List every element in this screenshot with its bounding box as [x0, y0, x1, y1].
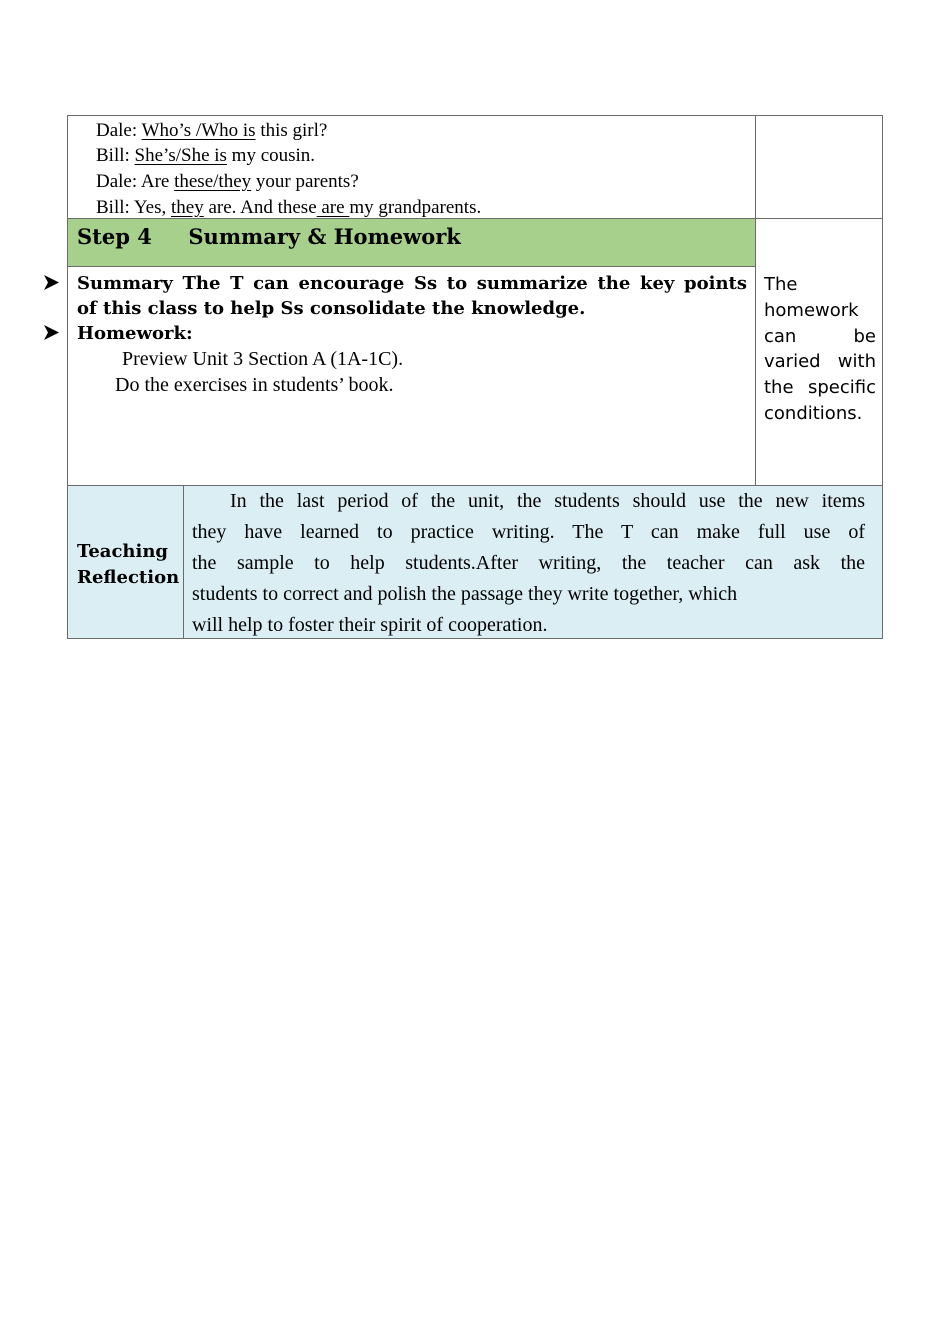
homework-note: The homework can be varied with the specific conditions.	[764, 274, 876, 424]
dialogue-text: Yes,	[133, 197, 167, 218]
reflection-label-cell	[67, 485, 184, 639]
summary-line-2: of this class to help Ss consolidate the knowledge.	[77, 298, 586, 319]
speaker: Dale:	[96, 171, 138, 192]
step-4-cell	[67, 218, 756, 486]
dialogue-text: my grandparents.	[349, 197, 482, 218]
dialogue-side-cell	[755, 115, 883, 219]
homework-item-1: Preview Unit 3 Section A (1A-1C).	[122, 348, 404, 370]
dialogue-text: this girl?	[260, 120, 328, 141]
dialogue-text: are. And these	[208, 197, 317, 218]
reflection-line: the sample to help students.After writing, the teacher can ask the	[192, 552, 865, 574]
reflection-line: will help to foster their spirit of cooperation.	[192, 614, 548, 636]
dialogue-line-2	[96, 144, 315, 168]
answer-fill: these/they	[174, 171, 252, 192]
step-title: Step 4 Summary & Homework	[77, 224, 461, 249]
answer-fill: Who’s /Who is	[141, 120, 256, 141]
arrowhead-bullet-icon	[43, 274, 60, 291]
step-side-cell	[755, 218, 883, 486]
summary-line-1: Summary The T can encourage Ss to summarize the key points	[77, 273, 747, 294]
speaker: Bill:	[96, 197, 130, 218]
homework-label: Homework:	[77, 323, 193, 344]
reflection-line: they have learned to practice writing. The T can make full use of	[192, 521, 865, 543]
arrowhead-bullet-icon	[43, 324, 60, 341]
reflection-line: students to correct and polish the passage they write together, which	[192, 583, 738, 605]
speaker: Dale:	[96, 120, 138, 141]
dialogue-text: my cousin.	[231, 145, 316, 166]
dialogue-line-1	[96, 119, 327, 143]
reflection-label-line-2: Reflection	[77, 567, 180, 588]
reflection-line: In the last period of the unit, the students should use the new items	[230, 490, 865, 512]
reflection-text-cell	[183, 485, 883, 639]
speaker: Bill:	[96, 145, 130, 166]
answer-fill: they	[171, 197, 204, 218]
dialogue-line-3	[96, 170, 359, 194]
dialogue-text: your parents?	[255, 171, 359, 192]
step-header	[68, 219, 756, 267]
dialogue-text: Are	[140, 171, 170, 192]
dialogue-line-4	[96, 196, 481, 220]
homework-item-2: Do the exercises in students’ book.	[115, 374, 394, 396]
dialogue-cell	[67, 115, 756, 219]
reflection-label-line-1: Teaching	[77, 541, 169, 562]
reflection-text	[192, 486, 865, 641]
answer-fill: She’s/She is	[134, 145, 227, 166]
answer-fill: are	[316, 197, 350, 218]
reflection-label	[77, 539, 179, 591]
